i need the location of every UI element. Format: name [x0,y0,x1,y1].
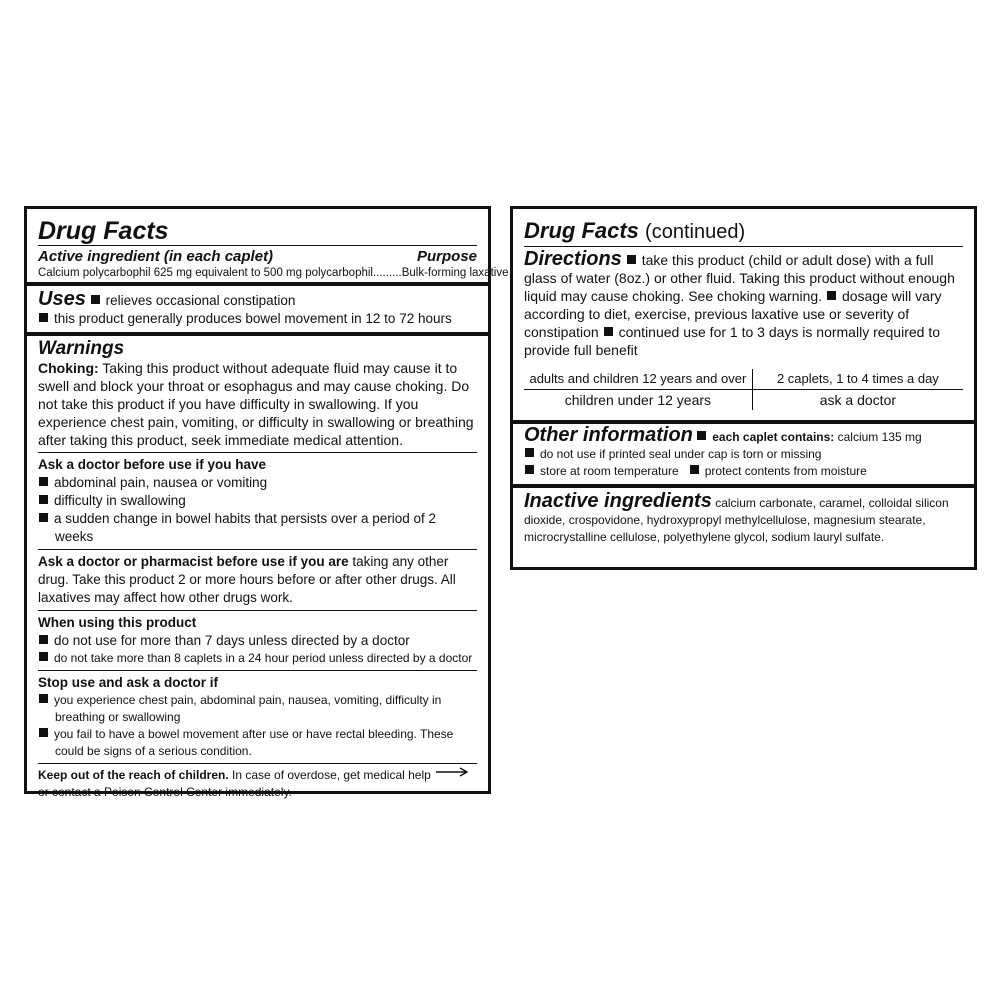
active-ingredient-header [38,246,477,266]
black-square-icon [627,255,636,264]
inactive-ingredients-heading: Inactive ingredients [524,490,712,512]
directions-section [524,247,963,420]
choking-label: Choking: [38,360,99,376]
keep-out-section [38,764,477,804]
black-square-icon [525,448,534,457]
list-item: abdominal pain, nausea or vomiting [54,475,268,490]
ask-doctor-heading: Ask a doctor before use if you have [38,457,267,472]
when-using-section [38,611,477,670]
uses-heading: Uses [38,288,86,310]
table-cell: 2 caplets, 1 to 4 times a day [752,369,963,390]
purpose-heading: Purpose [416,248,477,265]
black-square-icon [39,652,48,661]
ask-doctor-section [38,453,477,549]
list-item: you fail to have a bowel movement after use or have rectal bleeding. These could be signs of a serious condition. [54,727,454,758]
list-item: protect contents from moisture [704,464,867,478]
active-ingredient-heading: Active ingredient (in each caplet) [38,248,274,265]
table-cell: ask a doctor [819,392,897,408]
drug-facts-panel [24,206,509,799]
uses-item: relieves occasional constipation [105,293,296,308]
keep-out-heading: Keep out of the reach of children. [38,768,229,782]
other-information-heading: Other information [524,424,693,446]
list-item: you experience chest pain, abdominal pain, nausea, vomiting, difficulty in breathing or swallowing [54,693,442,724]
table-cell: children under 12 years [524,390,752,411]
inactive-ingredients-section [524,488,963,550]
black-square-icon [91,295,100,304]
directions-heading: Directions [524,248,622,270]
caplet-contains-value: calcium 135 mg [834,430,922,444]
black-square-icon [604,327,613,336]
list-item: a sudden change in bowel habits that persists over a period of 2 weeks [54,511,436,544]
list-item: store at room temperature [540,464,679,478]
dosage-table [524,369,963,410]
panel-title-continued: (continued) [645,221,746,243]
list-item: do not use for more than 7 days unless directed by a doctor [54,633,410,648]
keep-out-text: In case of overdose, get medical help or contact a Poison Control Center immediately. [38,768,431,799]
black-square-icon [39,728,48,737]
black-square-icon [827,291,836,300]
list-item: do not take more than 8 caplets in a 24 hour period unless directed by a doctor [54,651,473,665]
drug-facts-continued-panel [510,206,977,570]
black-square-icon [39,495,48,504]
active-ingredient-line: Calcium polycarbophil 625 mg equivalent to 500 mg polycarbophil.........Bulk-forming laxative [38,267,509,279]
table-row [524,390,963,411]
when-using-heading: When using this product [38,615,197,630]
stop-use-heading: Stop use and ask a doctor if [38,675,219,690]
black-square-icon [39,513,48,522]
uses-section [38,286,477,332]
caplet-contains-label: each caplet contains: [712,430,835,444]
stop-use-section [38,671,477,763]
black-square-icon [690,465,699,474]
black-square-icon [39,635,48,644]
panel-title: Drug Facts [38,217,169,245]
warnings-heading: Warnings [38,338,125,359]
panel-title [524,209,963,246]
directions-item: dosage will vary according to diet, exercise, previous laxative use or severity of constipation [524,288,942,340]
black-square-icon [525,465,534,474]
right-arrow-icon [436,767,468,777]
black-square-icon [39,477,48,486]
black-square-icon [697,431,706,440]
choking-warning [38,359,477,452]
inactive-ingredients-text: calcium carbonate, caramel, colloidal silicon dioxide, crospovidone, hydroxypropyl methylcellulose, magnesium stearate, microcrystalline cellulose, polyethylene glycol, sodium lauryl sulfate. [524,496,949,544]
other-information-section [524,424,963,484]
uses-item: this product generally produces bowel movement in 12 to 72 hours [54,311,452,326]
table-cell: adults and children 12 years and over [524,369,752,390]
table-row [524,369,963,390]
ask-pharmacist-text: taking any other drug. Take this product 2 or more hours before or after other drugs. All laxatives may affect how other drugs work. [38,554,456,605]
black-square-icon [39,313,48,322]
ask-pharmacist-section [38,550,477,610]
ask-pharmacist-heading: Ask a doctor or pharmacist before use if you are [38,554,349,569]
directions-item: take this product (child or adult dose) with a full glass of water (8oz.) or other fluid. Taking this product without enough liquid may cause choking. See choking warning. [524,252,955,304]
list-item: do not use if printed seal under cap is torn or missing [540,447,822,461]
black-square-icon [39,694,48,703]
directions-item: continued use for 1 to 3 days is normally required to provide full benefit [524,324,941,358]
warnings-section [38,336,477,804]
choking-text: Taking this product without adequate fluid may cause it to swell and block your throat or esophagus and may cause choking. Do not take this product if you have difficulty in swallowing. If you experience chest pain, vomiting, or difficulty in swallowing or breathing after taking this product, seek immediate medical attention. [38,360,474,448]
panel-title-text: Drug Facts [524,218,639,243]
list-item: difficulty in swallowing [54,493,186,508]
